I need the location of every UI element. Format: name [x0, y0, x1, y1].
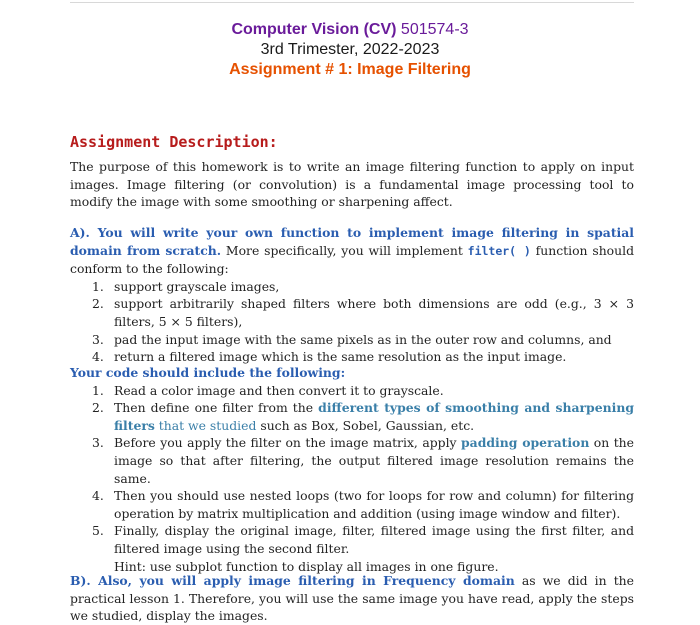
part-a-section [70, 224, 634, 366]
list-item [70, 434, 634, 487]
list-text: on the image so that after filtering, the output filtered image resolution remains the same. [114, 435, 634, 486]
list-number: 1. [92, 278, 104, 294]
list-text: support grayscale images, [114, 278, 280, 294]
list-number: 4. [92, 349, 104, 365]
part-a-bold: A). You will write your own function to implement image filtering in spatial domain from scratch. [70, 225, 634, 258]
top-divider [70, 2, 634, 3]
part-a-text-2: function should conform to the following: [70, 242, 635, 277]
list-number: 2. [92, 400, 104, 416]
description-heading: Assignment Description: [70, 133, 278, 151]
list-item [70, 331, 634, 349]
list-text: Finally, display the original image, filter, filtered image using the first filter, and filtered image using the second filter. [114, 523, 634, 556]
intro-text: The purpose of this homework is to write an image filtering function to apply on input images. Image filtering (or convolution) is a fundamental image processing tool to modify the image with some smoothing or sharpening affect. [70, 159, 634, 210]
part-b-section [70, 572, 634, 625]
list-item [70, 278, 634, 296]
studied-highlight: that we studied [154, 417, 257, 433]
list-number: 1. [92, 382, 104, 398]
part-b-paragraph [70, 572, 634, 625]
list-item [70, 487, 634, 522]
list-number: 3. [92, 435, 104, 451]
code-requirements-list [70, 382, 634, 558]
padding-highlight: padding operation [461, 435, 590, 451]
part-b-bold: B). Also, you will apply image filtering in Frequency domain [70, 573, 515, 588]
list-number: 5. [92, 523, 104, 539]
code-requirements-heading: Your code should include the following: [70, 365, 346, 380]
list-text: Then define one filter from the [114, 400, 319, 416]
list-text: Read a color image and then convert it to grayscale. [114, 382, 444, 398]
list-number: 4. [92, 488, 104, 504]
part-a-list [70, 278, 634, 366]
list-item [70, 399, 634, 434]
filter-function-code: filter( ) [467, 243, 531, 258]
part-a-text-1: More specifically, you will implement [221, 242, 468, 258]
filter-types-highlight: different types of smoothing and sharpening filters [114, 400, 634, 433]
list-text: support arbitrarily shaped filters where both dimensions are odd (e.g., 3 × 3 filters, 5 × 5 filters), [114, 296, 634, 329]
list-text: Before you apply the filter on the image matrix, apply [114, 435, 462, 451]
list-item [70, 295, 634, 330]
course-name: Computer Vision (CV) [231, 21, 397, 38]
course-line [0, 20, 700, 40]
list-number: 3. [92, 331, 104, 347]
list-text: such as Box, Sobel, Gaussian, etc. [256, 417, 475, 433]
part-a-lead [70, 224, 634, 278]
hint-text: Hint: use subplot function to display all images in one figure. [114, 558, 499, 574]
part-b-text: as we did in the practical lesson 1. Therefore, you will use the same image you have read, apply the steps we studied, display the images. [70, 573, 634, 624]
code-requirements-section [70, 364, 634, 575]
assignment-title: Assignment # 1: Image Filtering [229, 61, 471, 78]
intro-paragraph [70, 158, 634, 211]
list-item [70, 382, 634, 400]
course-code: 501574-3 [396, 21, 469, 38]
list-item [70, 522, 634, 557]
title-block [0, 20, 700, 80]
list-text: Then you should use nested loops (two for loops for row and column) for filtering operation by matrix multiplication and addition (using image window and filter). [114, 488, 634, 521]
list-number: 2. [92, 296, 104, 312]
list-text: pad the input image with the same pixels as in the outer row and columns, and [114, 331, 612, 347]
list-text: return a filtered image which is the same resolution as the input image. [114, 349, 567, 365]
term-line: 3rd Trimester, 2022-2023 [260, 41, 440, 58]
